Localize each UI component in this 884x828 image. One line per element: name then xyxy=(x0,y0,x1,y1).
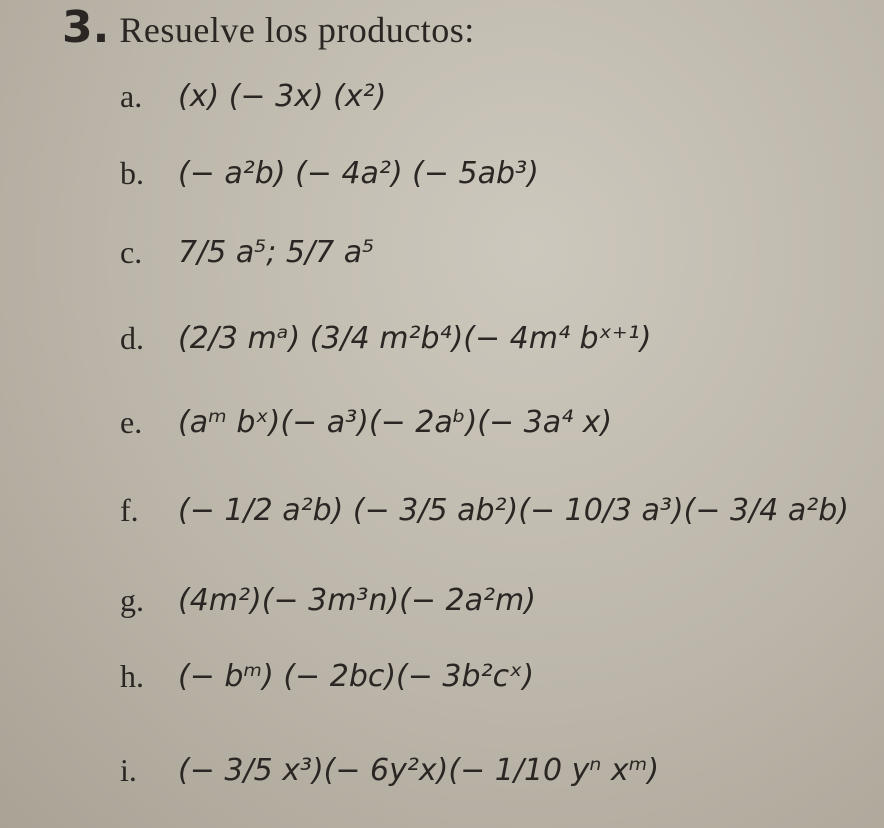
item-label: b. xyxy=(120,154,144,191)
exercise-title: Resuelve los productos: xyxy=(119,10,475,50)
item-label: e. xyxy=(120,403,143,440)
list-item xyxy=(120,480,849,540)
math-expression: 7/5 a⁵; 5/7 a⁵ xyxy=(178,234,375,270)
item-label: h. xyxy=(120,657,144,694)
item-label: g. xyxy=(120,581,144,618)
list-item xyxy=(120,392,612,452)
math-expression: (aᵐ bˣ)(− a³)(− 2aᵇ)(− 3a⁴ x) xyxy=(178,404,613,440)
exercise-number: 3. xyxy=(62,2,110,53)
list-item xyxy=(120,222,374,282)
item-label: f. xyxy=(120,491,139,528)
list-item xyxy=(120,570,536,630)
math-expression: (x) (− 3x) (x²) xyxy=(178,78,387,114)
exercise-heading xyxy=(62,2,475,53)
item-label: c. xyxy=(120,233,143,270)
math-expression: (4m²)(− 3m³n)(− 2a²m) xyxy=(178,582,536,618)
math-expression: (− 1/2 a²b) (− 3/5 ab²)(− 10/3 a³)(− 3/4 a²b) xyxy=(178,492,849,528)
list-item xyxy=(120,143,539,203)
list-item xyxy=(120,646,534,706)
item-label: i. xyxy=(120,751,137,788)
math-expression: (− a²b) (− 4a²) (− 5ab³) xyxy=(178,155,539,191)
item-label: a. xyxy=(120,77,143,114)
list-item xyxy=(120,740,659,800)
item-label: d. xyxy=(120,319,144,356)
list-item xyxy=(120,66,386,126)
math-expression: (2/3 mᵃ) (3/4 m²b⁴)(− 4m⁴ bˣ⁺¹) xyxy=(178,320,652,356)
math-expression: (− bᵐ) (− 2bc)(− 3b²cˣ) xyxy=(178,658,535,694)
math-expression: (− 3/5 x³)(− 6y²x)(− 1/10 yⁿ xᵐ) xyxy=(178,752,660,788)
list-item xyxy=(120,308,651,368)
